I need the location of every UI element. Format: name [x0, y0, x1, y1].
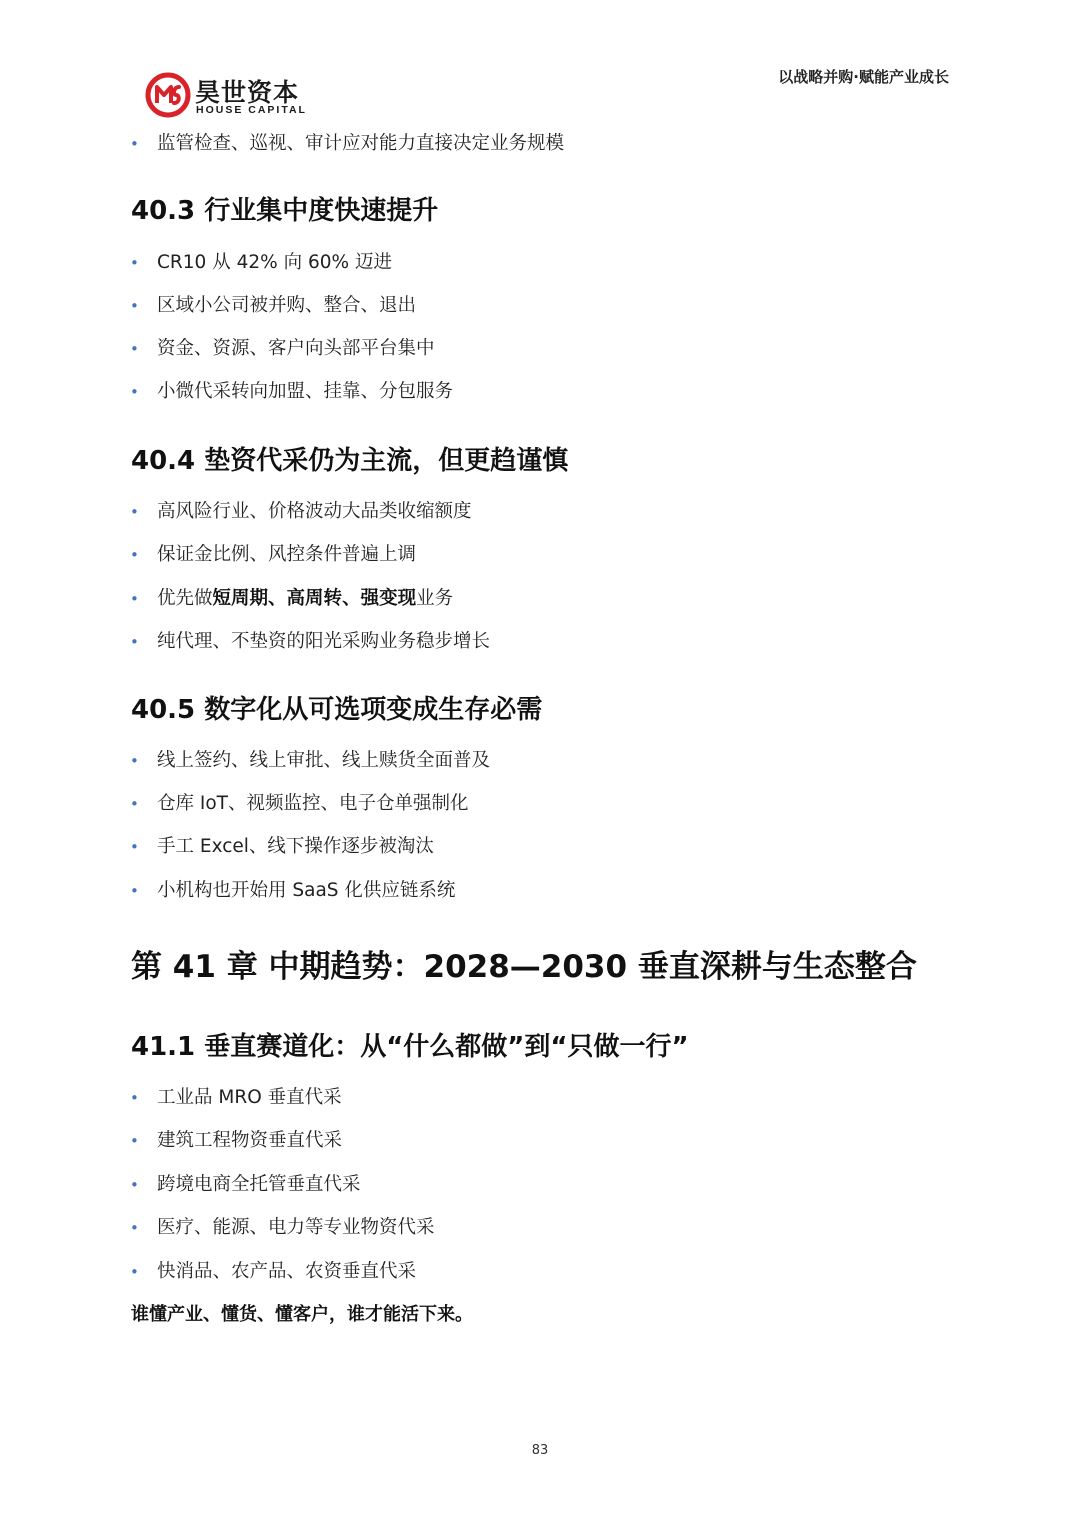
bullet-marker: • [130, 503, 139, 521]
bullet-marker: • [130, 633, 139, 651]
bullet-marker: • [130, 546, 139, 564]
bullet-marker: • [130, 1089, 139, 1107]
bullet-marker: • [130, 752, 139, 770]
bullet-marker: • [130, 590, 139, 608]
section-heading-40-4: 40.4 垫资代采仍为主流，但更趋谨慎 [131, 446, 569, 476]
conclusion-text: 谁懂产业、懂货、懂客户，谁才能活下来。 [131, 1304, 473, 1325]
header-tagline: 以战略并购·赋能产业成长 [778, 68, 949, 86]
page-number: 83 [531, 1443, 549, 1458]
bullet-marker: • [130, 795, 139, 813]
house-capital-logo-icon [145, 72, 191, 118]
bullet-marker: • [130, 1132, 139, 1150]
bullet-marker: • [130, 882, 139, 900]
section-heading-41-1: 41.1 垂直赛道化：从“什么都做”到“只做一行” [131, 1032, 689, 1062]
company-logo [145, 72, 315, 120]
bullet-marker: • [130, 1263, 139, 1281]
bullet-marker: • [130, 1219, 139, 1237]
bullet-marker: • [130, 135, 139, 153]
logo-english-name: HOUSE CAPITAL [196, 104, 307, 116]
section-heading-40-5: 40.5 数字化从可选项变成生存必需 [131, 695, 543, 725]
bullet-marker: • [130, 1176, 139, 1194]
bullet-marker: • [130, 838, 139, 856]
emphasis-text: 短周期 [212, 588, 269, 609]
bullet-marker: • [130, 254, 139, 272]
logo-chinese-name: 昊世资本 [195, 78, 300, 107]
emphasis-text: 强变现 [360, 588, 417, 609]
bullet-marker: • [130, 340, 139, 358]
bullet-marker: • [130, 383, 139, 401]
section-heading-40-3: 40.3 行业集中度快速提升 [131, 196, 439, 226]
bullet-marker: • [130, 297, 139, 315]
chapter-heading-41: 第 41 章 中期趋势：2028—2030 垂直深耕与生态整合 [131, 949, 917, 985]
emphasis-text: 高周转 [286, 588, 343, 609]
